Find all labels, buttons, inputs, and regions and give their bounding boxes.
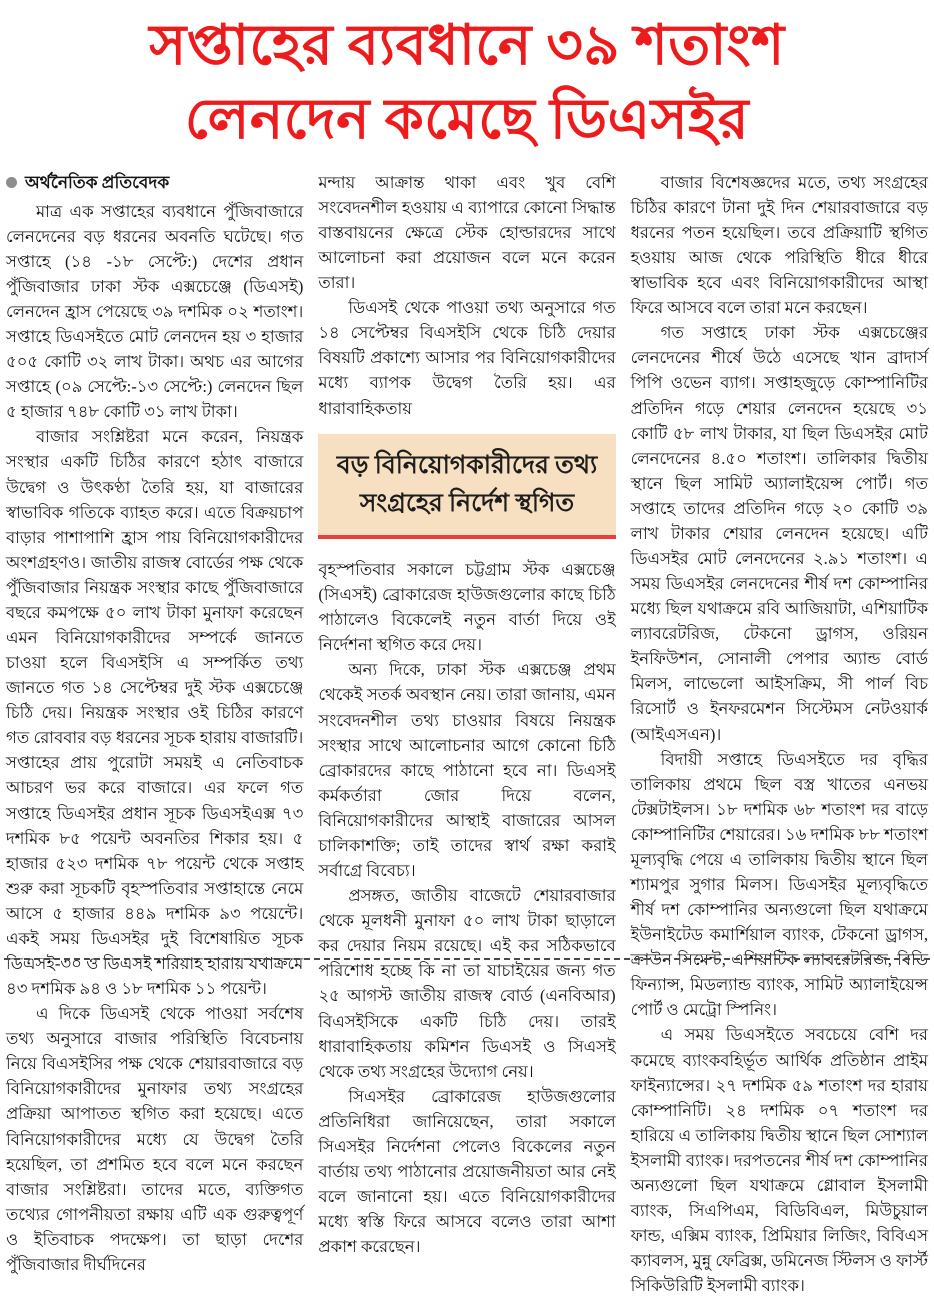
column-3 — [631, 170, 928, 1298]
paragraph: এ সময় ডিএসইতে সবচেয়ে বেশি দর কমেছে ব্যাংকবহির্ভূত আর্থিক প্রতিষ্ঠান প্রাইম ফাইন্যান্সের। ২৭ দশমিক ৫৯ শতাংশ দর হারায় কোম্পানিটি। ২৪ দশমিক ০৭ শতাংশ দর হারিয়ে এ তালিকায় দ্বিতীয় স্থানে ছিল সোশ্যাল ইসলামী ব্যাংক। দরপতনের শীর্ষ দশ কোম্পানির অন্যগুলো ছিল যথাক্রমে গ্লোবাল ইসলামী ব্যাংক, সিএপিএম, বিডিবিএল, মিউচুয়াল ফান্ড, এক্সিম ব্যাংক, প্রিমিয়ার লিজিং, বিবিএস ক্যাবলস, মুন্নু ফেব্রিক্স, ডমিনেজ স্টিলস ও ফার্স্ট সিকিউরিটি ইসলামী ব্যাংক। — [630, 1025, 928, 1296]
paragraph: ডিএসই থেকে পাওয়া তথ্য অনুসারে গত ১৪ সেপ্টেম্বর বিএসইসি থেকে চিঠি দেয়ার বিষয়টি প্রকাশ্যে আসার পর বিনিয়োগকারীদের মধ্যে ব্যাপক উদ্বেগ তৈরি হয়। এর ধারাবাহিকতায় — [318, 298, 616, 418]
highlight-box — [318, 434, 615, 540]
paragraph: বৃহস্পতিবার সকালে চট্টগ্রাম স্টক এক্সচেঞ্জ (সিএসই) ব্রোকারেজ হাউজগুলোর কাছে চিঠি পাঠালেও বিকেলেই নতুন বার্তা দিয়ে ওই নির্দেশনা স্থগিত করে দেয়। — [318, 560, 616, 655]
article-columns — [4, 168, 930, 1298]
paragraph: প্রসঙ্গত, জাতীয় বাজেটে শেয়ারবাজার থেকে মূলধনী মুনাফা ৫০ লাখ টাকা ছাড়ালে কর দেয়ার নিয়ম রয়েছে। এই কর সঠিকভাবে পরিশোধ হচ্ছে কি না তা যাচাইয়ের জন্য গত ২৫ আগস্ট জাতীয় রাজস্ব বোর্ড (এনবিআর) বিএসইসিকে একটি চিঠি দেয়। তারই ধারাবাহিকতায় কমিশন ডিএসই ও সিএসই থেকে তথ্য সংগ্রহের উদ্যোগ নেয়। — [318, 886, 616, 1081]
headline-line-1: সপ্তাহের ব্যবধানে ৩৯ শতাংশ — [149, 15, 785, 77]
highlight-box-line-1: বড় বিনিয়োগকারীদের তথ্য — [336, 451, 598, 479]
headline-line-2: লেনদেন কমেছে ডিএসইর — [184, 88, 750, 151]
paragraph: বিদায়ী সপ্তাহে ডিএসইতে দর বৃদ্ধির তালিকায় প্রথমে ছিল বস্ত্র খাতের এনভয় টেক্সটাইলস। ১৮ দশমিক ৬৮ শতাংশ দর বাড়ে কোম্পানিটির শেয়ারের। ১৬ দশমিক ৮৮ শতাংশ মূল্যবৃদ্ধি পেয়ে এ তালিকায় দ্বিতীয় স্থানে ছিল শ্যামপুর সুগার মিলস। ডিএসইর মূল্যবৃদ্ধিতে শীর্ষ দশ কোম্পানির অন্যগুলো ছিল যথাক্রমে ইউনাইটেড কমার্শিয়াল ব্যাংক, টেকনো ড্রাগস, ক্রাউন সিমেন্ট, এশিয়াটিক ল্যাবরেটরিজ, বিডি ফিন্যান্স, মিডল্যান্ড ব্যাংক, সামিট অ্যালাইয়েন্স পোর্ট ও মেট্রো স্পিনিং। — [630, 749, 928, 1020]
paragraph: মন্দায় আক্রান্ত থাকা এবং খুব বেশি সংবেদনশীল হওয়ায় এ ব্যাপারে কোনো সিদ্ধান্ত বাস্তবায়নের ক্ষেত্রে স্টেক হোল্ডারদের সাথে আলোচনা করা প্রয়োজন বলে মনে করেন তারা। — [318, 172, 616, 293]
bottom-dashed-divider — [4, 958, 930, 960]
paragraph: অন্য দিকে, ঢাকা স্টক এক্সচেঞ্জ প্রথম থেকেই সতর্ক অবস্থান নেয়। তারা জানায়, এমন সংবেদনশীল তথ্য চাওয়ার বিষয়ে নিয়ন্ত্রক সংস্থার সাথে আলোচনার আগে কোনো চিঠি ব্রোকারদের কাছে পাঠানো হবে না। ডিএসই কর্মকর্তারা জোর দিয়ে বলেন, বিনিয়োগকারীদের আস্থাই বাজারের আসল চালিকাশক্তি; তাই তাদের স্বার্থ রক্ষা করাই সর্বাগ্রে বিবেচ্য। — [318, 660, 616, 881]
article-headline — [4, 4, 930, 168]
paragraph: বাজার বিশেষজ্ঞদের মতে, তথ্য সংগ্রহের চিঠির কারণে টানা দুই দিন শেয়ারবাজারে বড় ধরনের পতন হয়েছিল। তবে প্রক্রিয়াটি স্থগিত হওয়ায় আজ থেকে পরিস্থিতি ধীরে ধীরে স্বাভাবিক হবে এবং বিনিয়োগকারীদের আস্থা ফিরে আসবে বলে তারা মনে করছেন। — [630, 172, 928, 318]
column-1 — [6, 170, 303, 1277]
column-2 — [318, 170, 615, 1259]
paragraph: গত সপ্তাহে ঢাকা স্টক এক্সচেঞ্জের লেনদেনের শীর্ষে উঠে এসেছে খান ব্রাদার্স পিপি ওভেন ব্যাগ। সপ্তাহজুড়ে কোম্পানিটির প্রতিদিন গড়ে শেয়ার লেনদেন হয়েছে ৩১ কোটি ৫৮ লাখ টাকার, যা ছিল ডিএসইর মোট লেনদেনের ৪.৫০ শতাংশ। তালিকার দ্বিতীয় স্থানে ছিল সামিট অ্যালাইয়েন্স পোর্ট। গত সপ্তাহে তাদের প্রতিদিন গড়ে ২০ কোটি ৩৯ লাখ টাকার শেয়ার লেনদেন হয়েছে। এটি ডিএসইর মোট লেনদেনের ২.৯১ শতাংশ। এ সময় ডিএসইর লেনদেনের শীর্ষ দশ কোম্পানির মধ্যে ছিল যথাক্রমে রবি আজিয়াটা, এশিয়াটিক ল্যাবরেটরিজ, টেকনো ড্রাগস, ওরিয়ন ইনফিউশন, সোনালী পেপার অ্যান্ড বোর্ড মিলস, লাভেলো আইসক্রিম, সী পার্ল বিচ রিসোর্ট ও ইনফরমেশন সিস্টেমস নেটওয়ার্ক (আইএসএন)। — [630, 323, 928, 744]
paragraph: সিএসইর ব্রোকারেজ হাউজগুলোর প্রতিনিধিরা জানিয়েছেন, তারা সকালে সিএসইর নির্দেশনা পেলেও বিকেলের নতুন বার্তায় তথ্য পাঠানোর প্রয়োজনীয়তা আর নেই বলে জানানো হয়। এতে বিনিয়োগকারীদের মধ্যে স্বস্তি ফিরে আসবে বলেও তারা আশা প্রকাশ করেছেন। — [318, 1086, 616, 1257]
byline-text: অর্থনৈতিক প্রতিবেদক — [25, 172, 170, 192]
paragraph: মাত্র এক সপ্তাহের ব্যবধানে পুঁজিবাজারে লেনদেনের বড় ধরনের অবনতি ঘটেছে। গত সপ্তাহে (১৪ -১৮ সেপ্টে:) দেশের প্রধান পুঁজিবাজার ঢাকা স্টক এক্সচেঞ্জে (ডিএসই) লেনদেন হ্রাস পেয়েছে ৩৯ দশমিক ০২ শতাংশ। সপ্তাহে ডিএসইতে মোট লেনদেন হয় ৩ হাজার ৫০৫ কোটি ৩২ লাখ টাকা। অথচ এর আগের সপ্তাহে (০৯ সেপ্টে:-১৩ সেপ্টে:) লেনদেন ছিল ৫ হাজার ৭৪৮ কোটি ৩১ লাখ টাকা। — [6, 201, 304, 422]
paragraph: এ দিকে ডিএসই থেকে পাওয়া সর্বশেষ তথ্য অনুসারে বাজার পরিস্থিতি বিবেচনায় নিয়ে বিএসইসির পক্ষ থেকে শেয়ারবাজারে বড় বিনিয়োগকারীদের মুনাফার তথ্য সংগ্রহের প্রক্রিয়া আপাতত স্থগিত করা হয়েছে। এতে বিনিয়োগকারীদের মধ্যে যে উদ্বেগ তৈরি হয়েছিল, তা প্রশমিত হবে বলে মনে করছেন বাজার সংশ্লিষ্টরা। তাদের মতে, ব্যক্তিগত তথ্যের গোপনীয়তা রক্ষায় এটি এক গুরুত্বপূর্ণ ও ইতিবাচক পদক্ষেপ। তা ছাড়া দেশের পুঁজিবাজার দীর্ঘদিনের — [6, 1004, 304, 1274]
byline — [6, 170, 303, 196]
byline-bullet-icon — [6, 177, 17, 188]
paragraph: বাজার সংশ্লিষ্টরা মনে করেন, নিয়ন্ত্রক সংস্থার একটি চিঠির কারণে হঠাৎ বাজারে উদ্বেগ ও উৎকণ্ঠা তৈরি হয়, যা বাজারের স্বাভাবিক গতিকে ব্যাহত করে। এতে বিক্রয়চাপ বাড়ার পাশাপাশি হ্রাস পায় বিনিয়োগকারীদের অংশগ্রহণও। জাতীয় রাজস্ব বোর্ডের পক্ষ থেকে পুঁজিবাজার নিয়ন্ত্রক সংস্থার কাছে পুঁজিবাজারে বছরে কমপক্ষে ৫০ লাখ টাকা মুনাফা করেছেন এমন বিনিয়োগকারীদের সম্পর্কে জানতে চাওয়া হলে বিএসইসি এ সম্পর্কিত তথ্য জানতে গত ১৪ সেপ্টেম্বর দুই স্টক এক্সচেঞ্জে চিঠি দেয়। নিয়ন্ত্রক সংস্থার ওই চিঠির কারণে গত রোববার বড় ধরনের সূচক হারায় বাজারটি। সপ্তাহের প্রায় পুরোটা সময়ই এ নেতিবাচক আচরণ ভর করে বাজারে। এর ফলে গত সপ্তাহে ডিএসইর প্রধান সূচক ডিএসইএক্স ৭৩ দশমিক ৮৫ পয়েন্ট অবনতির শিকার হয়। ৫ হাজার ৫২৩ দশমিক ৭৮ পয়েন্ট থেকে সপ্তাহ শুরু করা সূচকটি বৃহস্পতিবার সপ্তাহান্তে নেমে আসে ৫ হাজার ৪৪৯ দশমিক ৯৩ পয়েন্টে। একই সময় ডিএসইর দুই বিশেষায়িত সূচক ডিএসই-৩০ ও ডিএসই শরিয়াহ হারায় যথাক্রমে ৪৩ দশমিক ৯৪ ও ১৮ দশমিক ১১ পয়েন্ট। — [6, 427, 304, 999]
highlight-box-line-2: সংগ্রহের নির্দেশ স্থগিত — [359, 490, 575, 518]
